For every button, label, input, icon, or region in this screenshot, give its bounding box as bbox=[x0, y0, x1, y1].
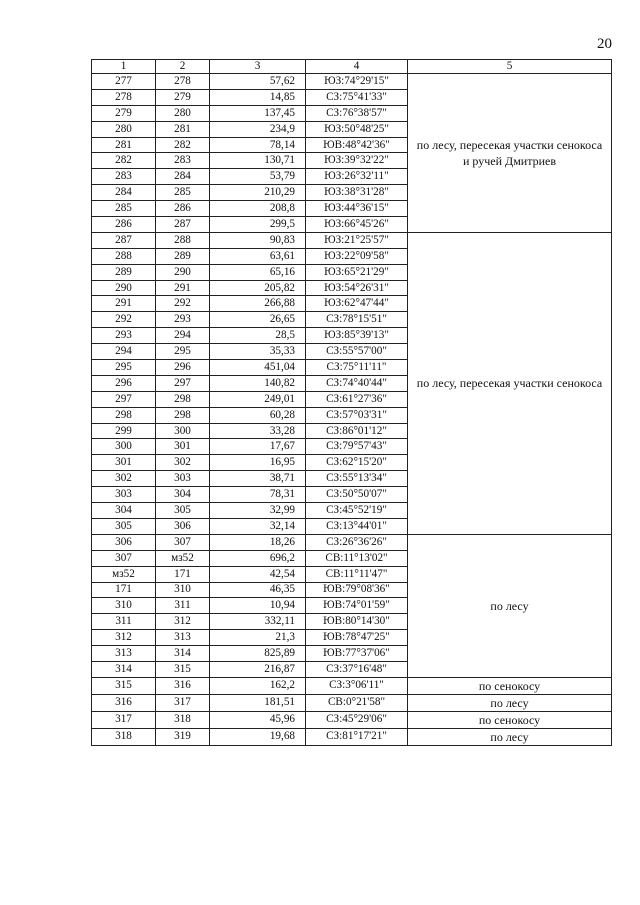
point-from-cell: 294 bbox=[92, 344, 156, 360]
point-from-cell: 317 bbox=[92, 711, 156, 728]
distance-cell: 208,8 bbox=[210, 201, 306, 217]
bearing-cell: ЮВ:80°14'30" bbox=[306, 614, 408, 630]
distance-cell: 17,67 bbox=[210, 439, 306, 455]
table-row bbox=[92, 232, 612, 248]
page-number: 20 bbox=[597, 36, 612, 52]
boundary-description-cell: по лесу, пересекая участки сенокоса и ручей Дмитриев bbox=[408, 74, 612, 233]
point-to-cell: 298 bbox=[156, 391, 210, 407]
distance-cell: 137,45 bbox=[210, 105, 306, 121]
point-to-cell: 292 bbox=[156, 296, 210, 312]
bearing-cell: СЗ:75°41'33" bbox=[306, 89, 408, 105]
distance-cell: 78,14 bbox=[210, 137, 306, 153]
header-col-5: 5 bbox=[408, 60, 612, 74]
distance-cell: 210,29 bbox=[210, 185, 306, 201]
bearing-cell: ЮЗ:22°09'58" bbox=[306, 248, 408, 264]
point-from-cell: 292 bbox=[92, 312, 156, 328]
boundary-description-cell: по сенокосу bbox=[408, 677, 612, 694]
point-from-cell: 284 bbox=[92, 185, 156, 201]
point-to-cell: 316 bbox=[156, 677, 210, 694]
distance-cell: 19,68 bbox=[210, 728, 306, 745]
point-from-cell: 302 bbox=[92, 471, 156, 487]
point-from-cell: 307 bbox=[92, 550, 156, 566]
distance-cell: 181,51 bbox=[210, 694, 306, 711]
point-to-cell: 284 bbox=[156, 169, 210, 185]
point-from-cell: 305 bbox=[92, 518, 156, 534]
bearing-cell: СЗ:74°40'44" bbox=[306, 375, 408, 391]
boundary-description-cell: по лесу bbox=[408, 694, 612, 711]
distance-cell: 140,82 bbox=[210, 375, 306, 391]
point-from-cell: 290 bbox=[92, 280, 156, 296]
point-from-cell: 282 bbox=[92, 153, 156, 169]
distance-cell: 21,3 bbox=[210, 630, 306, 646]
distance-cell: 18,26 bbox=[210, 534, 306, 550]
point-to-cell: 302 bbox=[156, 455, 210, 471]
distance-cell: 266,88 bbox=[210, 296, 306, 312]
point-to-cell: 311 bbox=[156, 598, 210, 614]
point-to-cell: 304 bbox=[156, 487, 210, 503]
distance-cell: 38,71 bbox=[210, 471, 306, 487]
point-from-cell: 171 bbox=[92, 582, 156, 598]
point-from-cell: 279 bbox=[92, 105, 156, 121]
bearing-cell: ЮЗ:38°31'28" bbox=[306, 185, 408, 201]
table-row bbox=[92, 534, 612, 550]
distance-cell: 299,5 bbox=[210, 217, 306, 233]
bearing-cell: СЗ:81°17'21" bbox=[306, 728, 408, 745]
distance-cell: 10,94 bbox=[210, 598, 306, 614]
bearing-cell: СЗ:55°13'34" bbox=[306, 471, 408, 487]
bearing-cell: СЗ:26°36'26" bbox=[306, 534, 408, 550]
bearing-cell: СЗ:3°06'11" bbox=[306, 677, 408, 694]
bearing-cell: ЮЗ:74°29'15" bbox=[306, 74, 408, 90]
distance-cell: 28,5 bbox=[210, 328, 306, 344]
point-from-cell: мз52 bbox=[92, 566, 156, 582]
point-from-cell: 300 bbox=[92, 439, 156, 455]
point-from-cell: 313 bbox=[92, 646, 156, 662]
distance-cell: 90,83 bbox=[210, 232, 306, 248]
point-to-cell: 306 bbox=[156, 518, 210, 534]
point-to-cell: 278 bbox=[156, 74, 210, 90]
bearing-cell: ЮВ:78°47'25" bbox=[306, 630, 408, 646]
bearing-cell: ЮВ:74°01'59" bbox=[306, 598, 408, 614]
distance-cell: 63,61 bbox=[210, 248, 306, 264]
point-from-cell: 296 bbox=[92, 375, 156, 391]
distance-cell: 42,54 bbox=[210, 566, 306, 582]
point-from-cell: 281 bbox=[92, 137, 156, 153]
point-to-cell: мз52 bbox=[156, 550, 210, 566]
bearing-cell: СЗ:57°03'31" bbox=[306, 407, 408, 423]
point-from-cell: 304 bbox=[92, 503, 156, 519]
distance-cell: 65,16 bbox=[210, 264, 306, 280]
point-to-cell: 286 bbox=[156, 201, 210, 217]
point-from-cell: 280 bbox=[92, 121, 156, 137]
boundary-description-cell: по сенокосу bbox=[408, 711, 612, 728]
bearing-cell: СВ:11°11'47" bbox=[306, 566, 408, 582]
bearing-cell: СЗ:78°15'51" bbox=[306, 312, 408, 328]
bearing-cell: ЮЗ:26°32'11" bbox=[306, 169, 408, 185]
point-from-cell: 306 bbox=[92, 534, 156, 550]
distance-cell: 45,96 bbox=[210, 711, 306, 728]
bearing-cell: ЮВ:79°08'36" bbox=[306, 582, 408, 598]
header-col-1: 1 bbox=[92, 60, 156, 74]
point-from-cell: 291 bbox=[92, 296, 156, 312]
bearing-cell: СЗ:37°16'48" bbox=[306, 661, 408, 677]
point-to-cell: 313 bbox=[156, 630, 210, 646]
point-to-cell: 285 bbox=[156, 185, 210, 201]
point-to-cell: 307 bbox=[156, 534, 210, 550]
point-to-cell: 315 bbox=[156, 661, 210, 677]
distance-cell: 16,95 bbox=[210, 455, 306, 471]
bearing-cell: СЗ:62°15'20" bbox=[306, 455, 408, 471]
bearing-cell: СЗ:50°50'07" bbox=[306, 487, 408, 503]
point-from-cell: 303 bbox=[92, 487, 156, 503]
distance-cell: 14,85 bbox=[210, 89, 306, 105]
distance-cell: 216,87 bbox=[210, 661, 306, 677]
point-to-cell: 305 bbox=[156, 503, 210, 519]
point-from-cell: 301 bbox=[92, 455, 156, 471]
point-to-cell: 317 bbox=[156, 694, 210, 711]
distance-cell: 78,31 bbox=[210, 487, 306, 503]
table-row bbox=[92, 728, 612, 745]
header-row bbox=[92, 60, 612, 74]
point-to-cell: 287 bbox=[156, 217, 210, 233]
point-to-cell: 319 bbox=[156, 728, 210, 745]
bearing-cell: ЮЗ:62°47'44" bbox=[306, 296, 408, 312]
bearing-cell: СЗ:79°57'43" bbox=[306, 439, 408, 455]
point-from-cell: 295 bbox=[92, 360, 156, 376]
distance-cell: 332,11 bbox=[210, 614, 306, 630]
point-to-cell: 288 bbox=[156, 232, 210, 248]
distance-cell: 249,01 bbox=[210, 391, 306, 407]
table-row bbox=[92, 677, 612, 694]
point-to-cell: 314 bbox=[156, 646, 210, 662]
distance-cell: 205,82 bbox=[210, 280, 306, 296]
point-to-cell: 291 bbox=[156, 280, 210, 296]
point-from-cell: 316 bbox=[92, 694, 156, 711]
point-from-cell: 287 bbox=[92, 232, 156, 248]
bearing-cell: СЗ:86°01'12" bbox=[306, 423, 408, 439]
boundary-description-cell: по лесу bbox=[408, 728, 612, 745]
bearing-cell: ЮВ:48°42'36" bbox=[306, 137, 408, 153]
bearing-cell: СВ:11°13'02" bbox=[306, 550, 408, 566]
distance-cell: 162,2 bbox=[210, 677, 306, 694]
point-to-cell: 301 bbox=[156, 439, 210, 455]
distance-cell: 32,14 bbox=[210, 518, 306, 534]
point-to-cell: 296 bbox=[156, 360, 210, 376]
distance-cell: 33,28 bbox=[210, 423, 306, 439]
point-to-cell: 303 bbox=[156, 471, 210, 487]
point-from-cell: 312 bbox=[92, 630, 156, 646]
bearing-cell: СЗ:55°57'00" bbox=[306, 344, 408, 360]
boundary-description-cell: по лесу bbox=[408, 534, 612, 677]
table-row bbox=[92, 74, 612, 90]
bearing-cell: ЮЗ:66°45'26" bbox=[306, 217, 408, 233]
point-to-cell: 293 bbox=[156, 312, 210, 328]
point-to-cell: 289 bbox=[156, 248, 210, 264]
bearing-cell: ЮЗ:85°39'13" bbox=[306, 328, 408, 344]
bearing-cell: СЗ:45°29'06" bbox=[306, 711, 408, 728]
point-from-cell: 297 bbox=[92, 391, 156, 407]
point-from-cell: 315 bbox=[92, 677, 156, 694]
point-from-cell: 288 bbox=[92, 248, 156, 264]
distance-cell: 57,62 bbox=[210, 74, 306, 90]
bearing-cell: СВ:0°21'58" bbox=[306, 694, 408, 711]
point-to-cell: 318 bbox=[156, 711, 210, 728]
point-from-cell: 311 bbox=[92, 614, 156, 630]
point-from-cell: 278 bbox=[92, 89, 156, 105]
bearing-cell: СЗ:75°11'11" bbox=[306, 360, 408, 376]
bearing-cell: ЮЗ:21°25'57" bbox=[306, 232, 408, 248]
distance-cell: 825,89 bbox=[210, 646, 306, 662]
point-to-cell: 283 bbox=[156, 153, 210, 169]
bearing-cell: ЮЗ:54°26'31" bbox=[306, 280, 408, 296]
point-to-cell: 281 bbox=[156, 121, 210, 137]
point-to-cell: 310 bbox=[156, 582, 210, 598]
point-to-cell: 171 bbox=[156, 566, 210, 582]
point-from-cell: 283 bbox=[92, 169, 156, 185]
point-from-cell: 318 bbox=[92, 728, 156, 745]
point-to-cell: 295 bbox=[156, 344, 210, 360]
distance-cell: 60,28 bbox=[210, 407, 306, 423]
distance-cell: 696,2 bbox=[210, 550, 306, 566]
distance-cell: 32,99 bbox=[210, 503, 306, 519]
bearing-cell: СЗ:45°52'19" bbox=[306, 503, 408, 519]
boundary-description-cell: по лесу, пересекая участки сенокоса bbox=[408, 232, 612, 534]
distance-cell: 234,9 bbox=[210, 121, 306, 137]
point-from-cell: 299 bbox=[92, 423, 156, 439]
point-to-cell: 298 bbox=[156, 407, 210, 423]
point-to-cell: 280 bbox=[156, 105, 210, 121]
point-from-cell: 298 bbox=[92, 407, 156, 423]
point-to-cell: 294 bbox=[156, 328, 210, 344]
point-from-cell: 277 bbox=[92, 74, 156, 90]
table-row bbox=[92, 711, 612, 728]
point-to-cell: 300 bbox=[156, 423, 210, 439]
point-to-cell: 297 bbox=[156, 375, 210, 391]
header-col-3: 3 bbox=[210, 60, 306, 74]
distance-cell: 53,79 bbox=[210, 169, 306, 185]
point-from-cell: 314 bbox=[92, 661, 156, 677]
point-from-cell: 293 bbox=[92, 328, 156, 344]
distance-cell: 46,35 bbox=[210, 582, 306, 598]
distance-cell: 451,04 bbox=[210, 360, 306, 376]
distance-cell: 26,65 bbox=[210, 312, 306, 328]
table-row bbox=[92, 694, 612, 711]
bearing-cell: СЗ:76°38'57" bbox=[306, 105, 408, 121]
bearing-cell: ЮЗ:50°48'25" bbox=[306, 121, 408, 137]
point-to-cell: 279 bbox=[156, 89, 210, 105]
bearing-cell: СЗ:61°27'36" bbox=[306, 391, 408, 407]
point-from-cell: 286 bbox=[92, 217, 156, 233]
bearing-cell: ЮВ:77°37'06" bbox=[306, 646, 408, 662]
bearing-cell: ЮЗ:65°21'29" bbox=[306, 264, 408, 280]
bearing-cell: СЗ:13°44'01" bbox=[306, 518, 408, 534]
point-from-cell: 289 bbox=[92, 264, 156, 280]
header-col-2: 2 bbox=[156, 60, 210, 74]
table-body bbox=[92, 60, 612, 746]
point-to-cell: 312 bbox=[156, 614, 210, 630]
distance-cell: 130,71 bbox=[210, 153, 306, 169]
bearing-cell: ЮЗ:44°36'15" bbox=[306, 201, 408, 217]
bearing-cell: ЮЗ:39°32'22" bbox=[306, 153, 408, 169]
header-col-4: 4 bbox=[306, 60, 408, 74]
boundary-table bbox=[91, 59, 612, 746]
point-from-cell: 310 bbox=[92, 598, 156, 614]
distance-cell: 35,33 bbox=[210, 344, 306, 360]
point-from-cell: 285 bbox=[92, 201, 156, 217]
point-to-cell: 290 bbox=[156, 264, 210, 280]
point-to-cell: 282 bbox=[156, 137, 210, 153]
